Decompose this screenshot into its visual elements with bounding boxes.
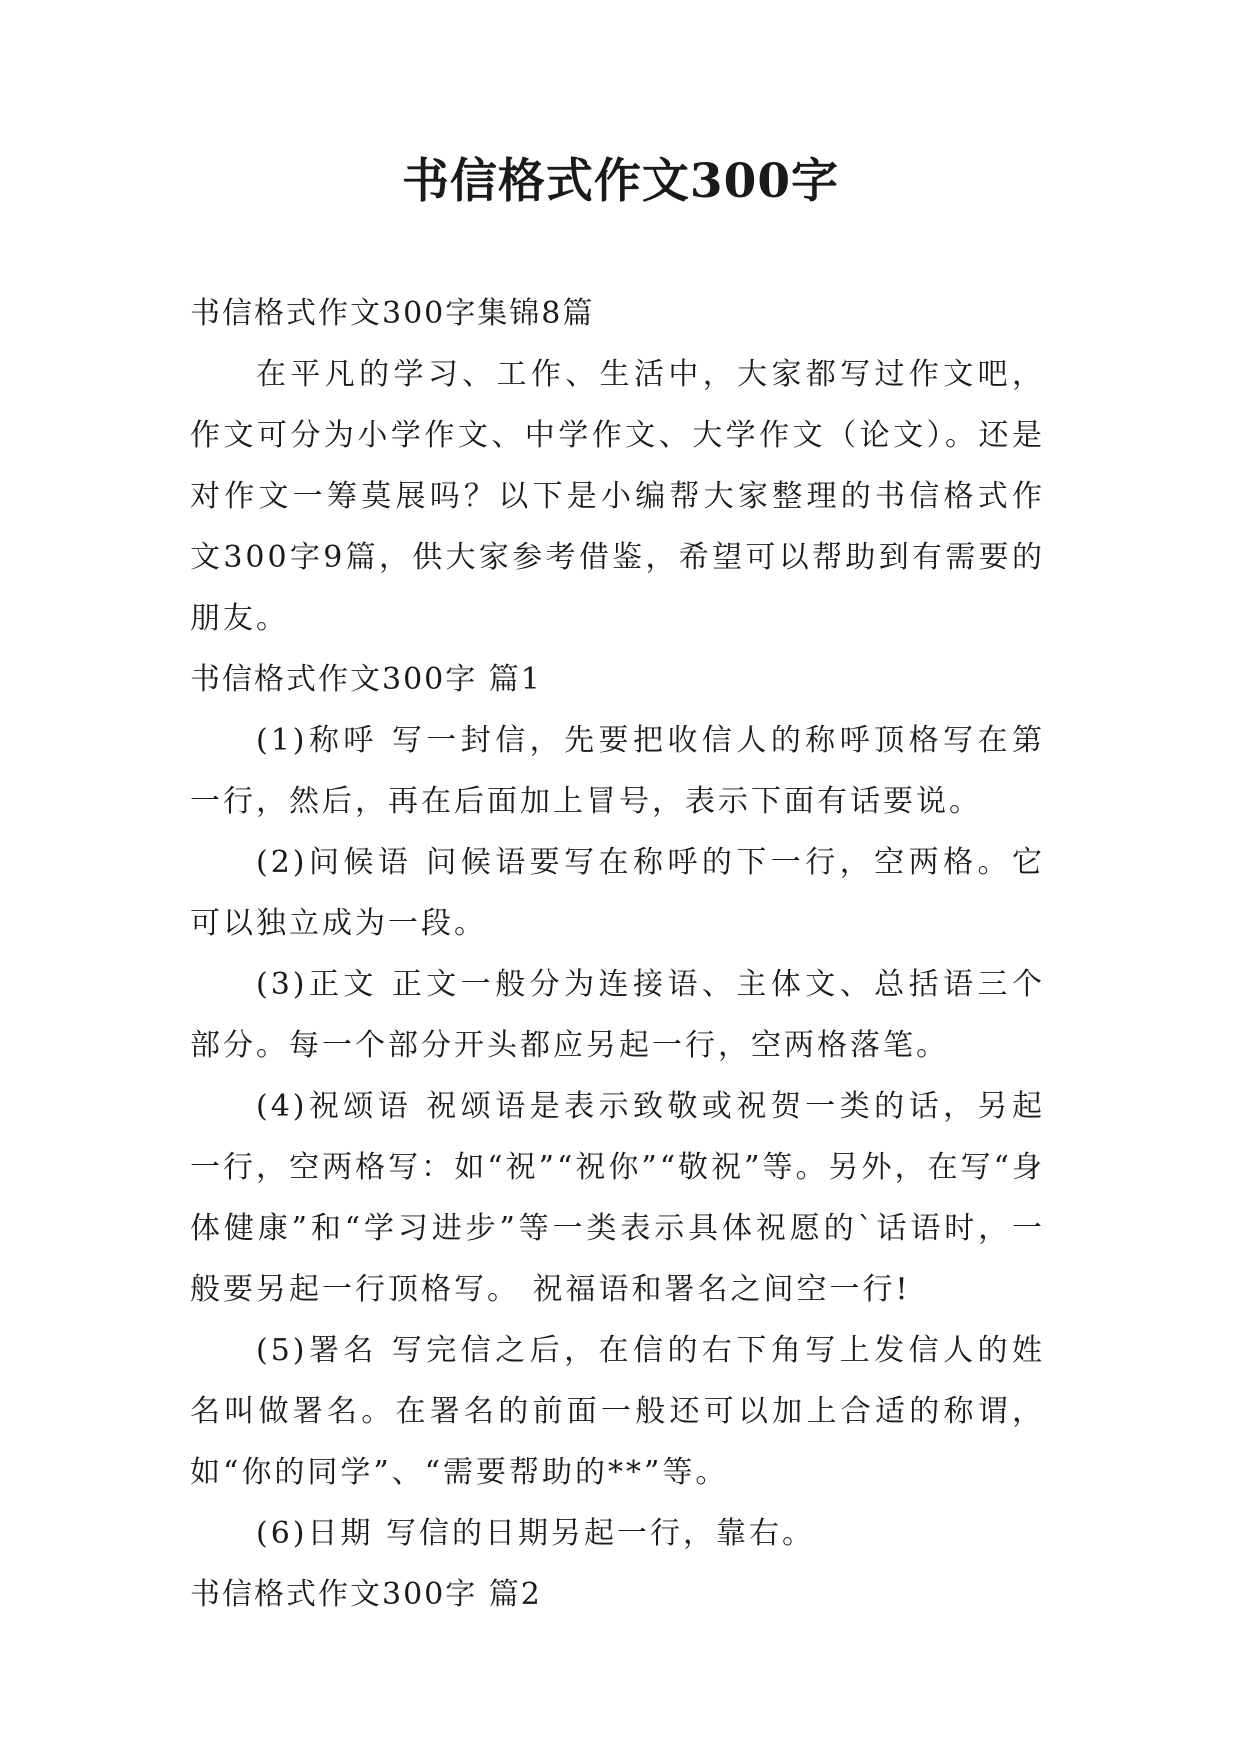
paragraph-body: (3)正文 正文一般分为连接语、主体文、总括语三个部分。每一个部分开头都应另起一行，空两格落笔。 [190,967,1045,1063]
collection-heading: 书信格式作文300字集锦8篇 [190,296,595,331]
section-heading-1: 书信格式作文300字 篇1 [190,662,542,697]
section-heading-2: 书信格式作文300字 篇2 [190,1577,542,1612]
paragraph-signature: (5)署名 写完信之后，在信的右下角写上发信人的姓名叫做署名。在署名的前面一般还可以加上合适的称谓，如“你的同学”、“需要帮助的**”等。 [190,1333,1045,1490]
document-body [190,283,1045,1625]
document-title: 书信格式作文300字 [401,154,840,209]
paragraph-closing-wishes: (4)祝颂语 祝颂语是表示致敬或祝贺一类的话，另起一行，空两格写：如“祝”“祝你”“敬祝”等。另外，在写“身体健康”和“学习进步”等一类表示具体祝愿的`话语时，一般要另起一行顶格写。 祝福语和署名之间空一行! [190,1089,1045,1307]
paragraph-greeting: (2)问候语 问候语要写在称呼的下一行，空两格。它可以独立成为一段。 [190,845,1045,941]
paragraph-date: (6)日期 写信的日期另起一行，靠右。 [256,1516,816,1551]
intro-paragraph: 在平凡的学习、工作、生活中，大家都写过作文吧，作文可分为小学作文、中学作文、大学作文（论文）。还是对作文一筹莫展吗？以下是小编帮大家整理的书信格式作文300字9篇，供大家参考借鉴，希望可以帮助到有需要的朋友。 [190,357,1045,636]
paragraph-salutation: (1)称呼 写一封信，先要把收信人的称呼顶格写在第一行，然后，再在后面加上冒号，表示下面有话要说。 [190,723,1045,819]
